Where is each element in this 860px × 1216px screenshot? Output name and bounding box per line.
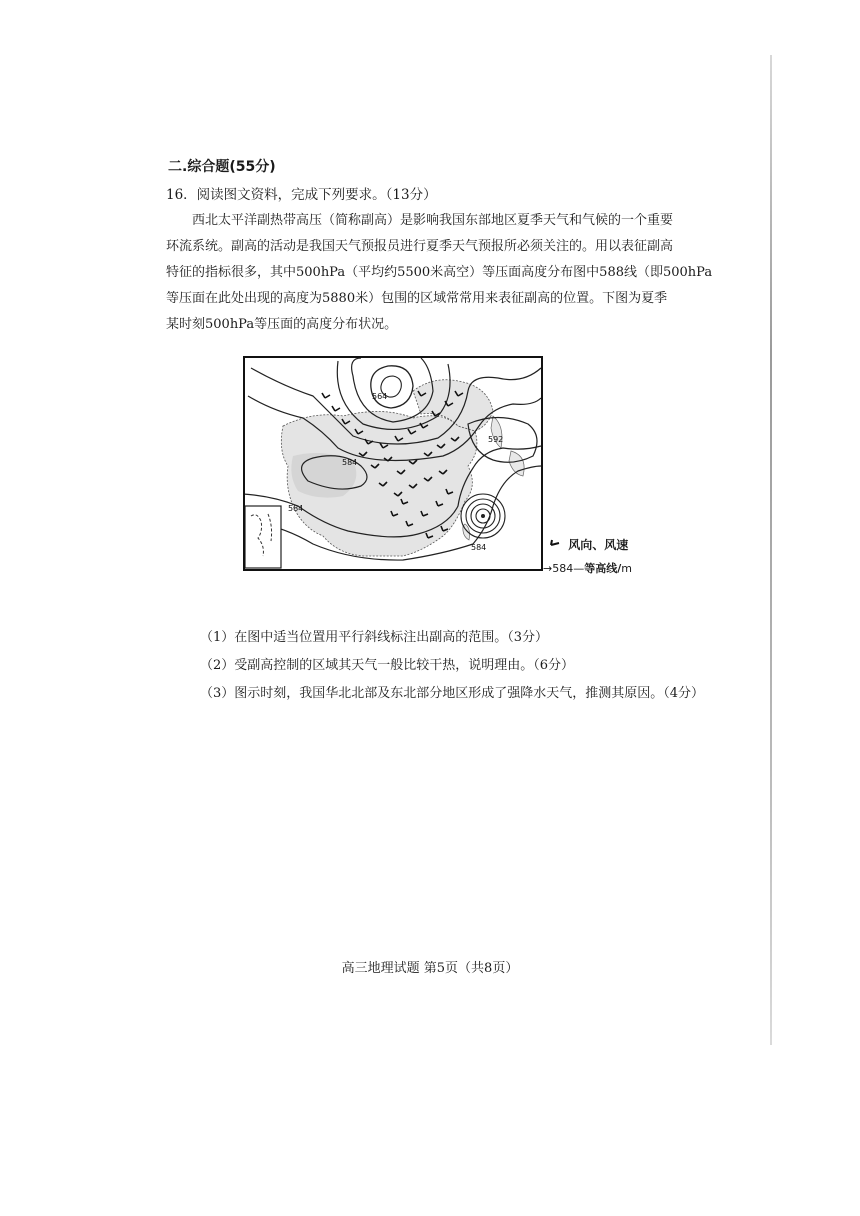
legend-contour	[543, 560, 632, 576]
section-title: 二.综合题(55分)	[168, 159, 276, 175]
paragraph-line: 西北太平洋副热带高压（简称副高）是影响我国东部地区夏季天气和气候的一个重要	[192, 213, 674, 228]
legend-wind	[550, 536, 628, 553]
question-paragraph	[166, 208, 713, 338]
legend-contour-value: 584	[552, 562, 574, 575]
contour-line-icon: →	[543, 562, 553, 575]
paragraph-line: 特征的指标很多，其中500hPa（平均约5500米高空）等压面高度分布图中588线（即500hPa	[166, 265, 713, 280]
contour-label-564: 564	[372, 392, 388, 401]
scan-edge	[770, 55, 772, 1045]
wind-barb-icon	[550, 539, 564, 549]
paragraph-line: 等压面在此处出现的高度为5880米）包围的区域常常用来表征副高的位置。下图为夏季	[166, 291, 668, 306]
south-sea-inset	[245, 506, 281, 568]
sub-question-1: （1）在图中适当位置用平行斜线标注出副高的范围。（3分）	[200, 630, 549, 645]
contour-label-592: 592	[488, 435, 504, 444]
sub-question-2: （2）受副高控制的区域其天气一般比较干热，说明理由。（6分）	[200, 658, 575, 673]
contour-label-584-typhoon: 584	[471, 543, 487, 552]
legend-contour-label: 等高线/	[584, 562, 622, 575]
pressure-map-figure	[243, 356, 543, 571]
typhoon-center	[481, 514, 485, 518]
contour-line-icon-2: —	[573, 562, 585, 575]
sub-question-3: （3）图示时刻，我国华北北部及东北部分地区形成了强降水天气，推测其原因。（4分）	[200, 686, 705, 701]
pressure-map	[243, 356, 543, 571]
contour-564	[371, 366, 413, 408]
paragraph-line: 环流系统。副高的活动是我国天气预报员进行夏季天气预报所必须关注的。用以表征副高	[166, 239, 674, 254]
page-footer: 高三地理试题 第5页（共8页）	[341, 961, 519, 976]
korea-japan-shape	[491, 416, 524, 476]
legend-contour-unit: m	[621, 562, 632, 575]
question-title: 16．阅读图文资料，完成下列要求。（13分）	[166, 187, 437, 203]
paragraph-line: 某时刻500hPa等压面的高度分布状况。	[166, 317, 398, 332]
contour-label-584-southwest: 584	[288, 504, 304, 513]
contour-label-584-west: 584	[342, 458, 358, 467]
legend-wind-label: 风向、风速	[568, 538, 629, 552]
